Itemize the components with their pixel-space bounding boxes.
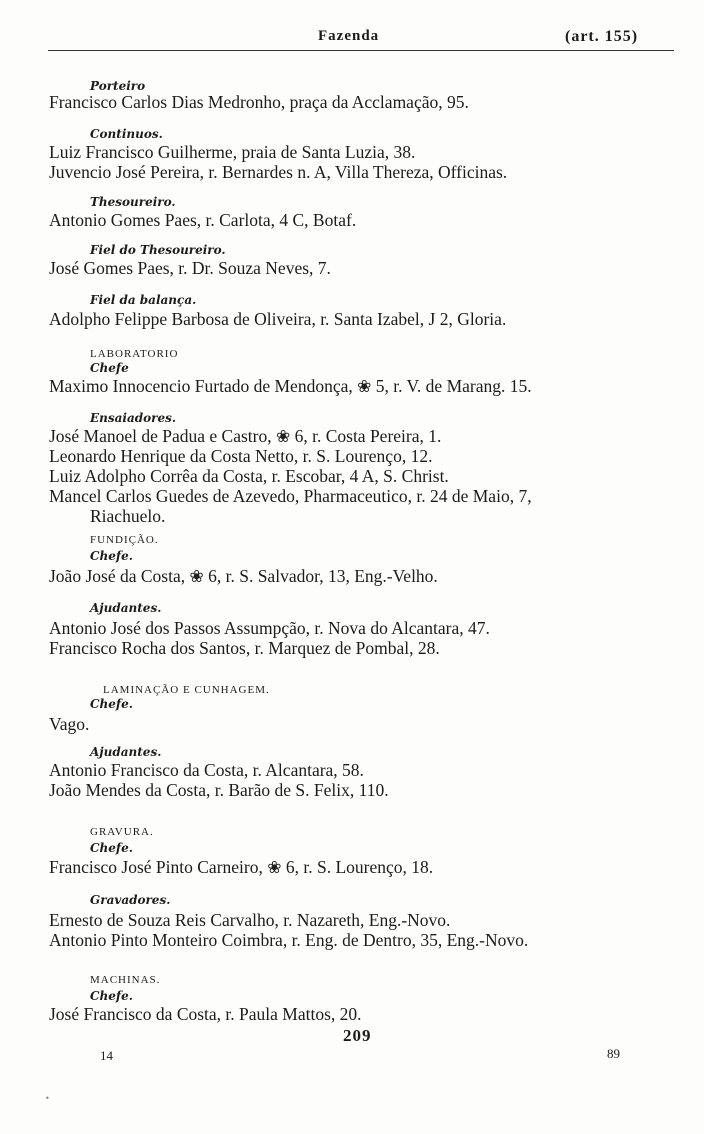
directory-entry: José Francisco da Costa, r. Paula Mattos, 20. xyxy=(49,1004,362,1024)
role-heading: Chefe. xyxy=(90,697,133,711)
role-heading: Porteiro xyxy=(90,79,146,93)
directory-entry: Antonio José dos Passos Assumpção, r. Nova do Alcantara, 47. xyxy=(49,618,490,638)
directory-entry: Vago. xyxy=(49,714,90,734)
entry-text-after: 5, r. V. de Marang. 15. xyxy=(371,376,532,396)
footer-left-mark: 14 xyxy=(100,1048,113,1063)
directory-entry: Antonio Pinto Monteiro Coimbra, r. Eng. de Dentro, 35, Eng.-Novo. xyxy=(49,930,529,950)
role-heading: Fiel da balança. xyxy=(90,293,197,307)
directory-entry xyxy=(49,426,441,447)
directory-entry: Antonio Gomes Paes, r. Carlota, 4 C, Botaf. xyxy=(49,210,357,230)
role-heading: Chefe. xyxy=(90,989,133,1003)
directory-entry: Francisco Rocha dos Santos, r. Marquez de Pombal, 28. xyxy=(49,638,440,658)
entry-text-before: João José da Costa, xyxy=(49,566,190,586)
role-heading: Ajudantes. xyxy=(90,745,162,759)
directory-entry: Luiz Francisco Guilherme, praia de Santa Luzia, 38. xyxy=(49,142,416,162)
section-heading: LAMINAÇÃO E CUNHAGEM. xyxy=(103,684,270,696)
role-heading: Continuos. xyxy=(90,127,163,141)
footer-right-mark: 89 xyxy=(607,1046,620,1061)
section-heading: FUNDIÇÃO. xyxy=(90,534,159,546)
directory-entry: João Mendes da Costa, r. Barão de S. Felix, 110. xyxy=(49,780,389,800)
directory-entry xyxy=(49,376,532,397)
entry-text-before: Francisco José Pinto Carneiro, xyxy=(49,857,268,877)
entry-text-before: Maximo Innocencio Furtado de Mendonça, xyxy=(49,376,358,396)
directory-entry: José Gomes Paes, r. Dr. Souza Neves, 7. xyxy=(49,258,331,278)
decoration-medal-icon: ❀ xyxy=(357,377,372,396)
print-speck: • xyxy=(45,1094,50,1103)
header-title: Fazenda xyxy=(318,28,380,44)
section-heading: MACHINAS. xyxy=(90,974,161,986)
role-heading: Ajudantes. xyxy=(90,601,162,615)
role-heading: Gravadores. xyxy=(90,893,171,907)
entry-text-after: 6, r. Costa Pereira, 1. xyxy=(290,426,442,446)
role-heading: Chefe xyxy=(90,361,129,375)
role-heading: Chefe. xyxy=(90,549,133,563)
page-number: 209 xyxy=(343,1026,372,1045)
section-heading: LABORATORIO xyxy=(90,348,179,360)
header-rule xyxy=(48,50,674,51)
section-heading: GRAVURA. xyxy=(90,826,154,838)
entry-text-after: 6, r. S. Salvador, 13, Eng.-Velho. xyxy=(203,566,438,586)
entry-text-after: 6, r. S. Lourenço, 18. xyxy=(281,857,434,877)
header-article-reference: (art. 155) xyxy=(565,28,639,45)
role-heading: Fiel do Thesoureiro. xyxy=(90,243,226,257)
directory-entry: Riachuelo. xyxy=(90,506,166,526)
directory-entry: Ernesto de Souza Reis Carvalho, r. Nazareth, Eng.-Novo. xyxy=(49,910,451,930)
role-heading: Thesoureiro. xyxy=(90,195,176,209)
directory-entry: Mancel Carlos Guedes de Azevedo, Pharmaceutico, r. 24 de Maio, 7, xyxy=(49,486,532,506)
decoration-medal-icon: ❀ xyxy=(275,427,291,446)
directory-entry: Antonio Francisco da Costa, r. Alcantara, 58. xyxy=(49,760,364,780)
entry-text-before: José Manoel de Padua e Castro, xyxy=(49,426,276,446)
directory-entry xyxy=(49,857,433,878)
directory-entry: Luiz Adolpho Corrêa da Costa, r. Escobar, 4 A, S. Christ. xyxy=(49,466,449,486)
directory-entry: Francisco Carlos Dias Medronho, praça da Acclamação, 95. xyxy=(49,92,469,112)
decoration-medal-icon: ❀ xyxy=(189,567,204,586)
running-header xyxy=(0,24,704,50)
role-heading: Ensaiadores. xyxy=(90,411,177,425)
decoration-medal-icon: ❀ xyxy=(267,858,282,877)
directory-entry: Leonardo Henrique da Costa Netto, r. S. Lourenço, 12. xyxy=(49,446,433,466)
directory-entry: Adolpho Felippe Barbosa de Oliveira, r. Santa Izabel, J 2, Gloria. xyxy=(49,309,507,329)
directory-entry xyxy=(49,566,438,587)
directory-entry: Juvencio José Pereira, r. Bernardes n. A, Villa Thereza, Officinas. xyxy=(49,162,508,182)
role-heading: Chefe. xyxy=(90,841,133,855)
